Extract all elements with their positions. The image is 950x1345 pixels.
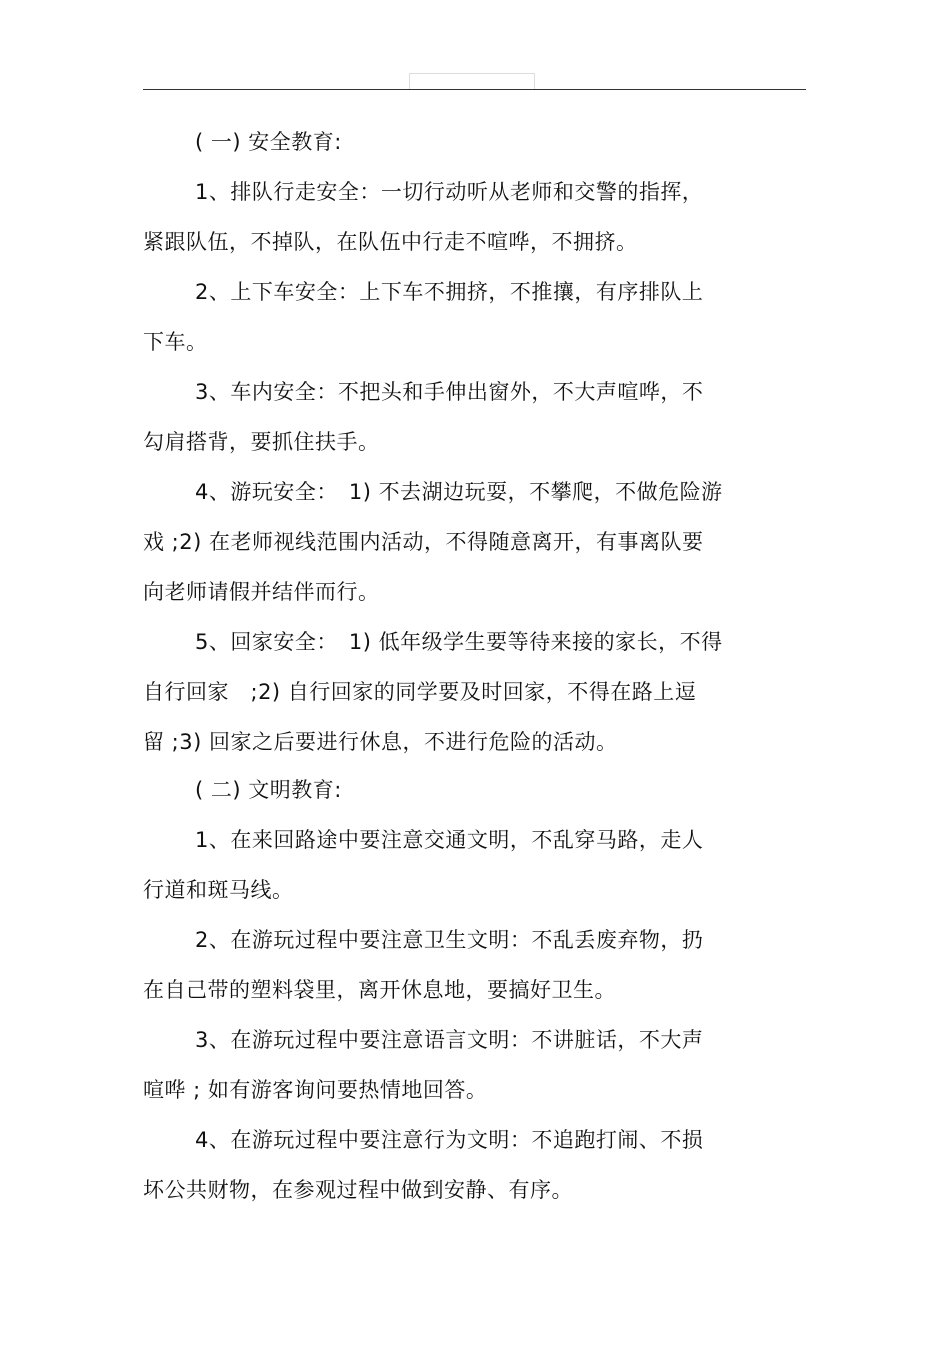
- paragraph-line: 下车。: [143, 330, 208, 354]
- paragraph-line: 向老师请假并结伴而行。: [143, 580, 380, 604]
- paragraph-line: 自行回家 ;2) 自行回家的同学要及时回家，不得在路上逗: [143, 680, 697, 704]
- paragraph-line: 4、游玩安全： 1) 不去湖边玩耍，不攀爬，不做危险游: [195, 480, 723, 504]
- paragraph-line: 1、排队行走安全：一切行动听从老师和交警的指挥，: [195, 180, 704, 204]
- paragraph-line: 勾肩搭背，要抓住扶手。: [143, 430, 380, 454]
- paragraph-line: 在自己带的塑料袋里，离开休息地，要搞好卫生。: [143, 978, 616, 1002]
- paragraph-line: 行道和斑马线。: [143, 878, 294, 902]
- section-heading-safety: ( 一) 安全教育:: [195, 130, 342, 154]
- paragraph-line: 3、在游玩过程中要注意语言文明：不讲脏话，不大声: [195, 1028, 704, 1052]
- paragraph-line: 2、在游玩过程中要注意卫生文明：不乱丢废弃物，扔: [195, 928, 704, 952]
- paragraph-line: 5、回家安全： 1) 低年级学生要等待来接的家长，不得: [195, 630, 723, 654]
- paragraph-line: 坏公共财物，在参观过程中做到安静、有序。: [143, 1178, 573, 1202]
- paragraph-line: 3、车内安全：不把头和手伸出窗外，不大声喧哗，不: [195, 380, 704, 404]
- paragraph-line: 喧哗 ; 如有游客询问要热情地回答。: [143, 1078, 488, 1102]
- paragraph-line: 戏 ;2) 在老师视线范围内活动，不得随意离开，有事离队要: [143, 530, 704, 554]
- section-heading-civility: ( 二) 文明教育:: [195, 778, 342, 802]
- paragraph-line: 4、在游玩过程中要注意行为文明：不追跑打闹、不损: [195, 1128, 704, 1152]
- paragraph-line: 2、上下车安全：上下车不拥挤，不推攘，有序排队上: [195, 280, 704, 304]
- paragraph-line: 紧跟队伍，不掉队，在队伍中行走不喧哗，不拥挤。: [143, 230, 638, 254]
- paragraph-line: 留 ;3) 回家之后要进行休息，不进行危险的活动。: [143, 730, 618, 754]
- paragraph-line: 1、在来回路途中要注意交通文明，不乱穿马路，走人: [195, 828, 704, 852]
